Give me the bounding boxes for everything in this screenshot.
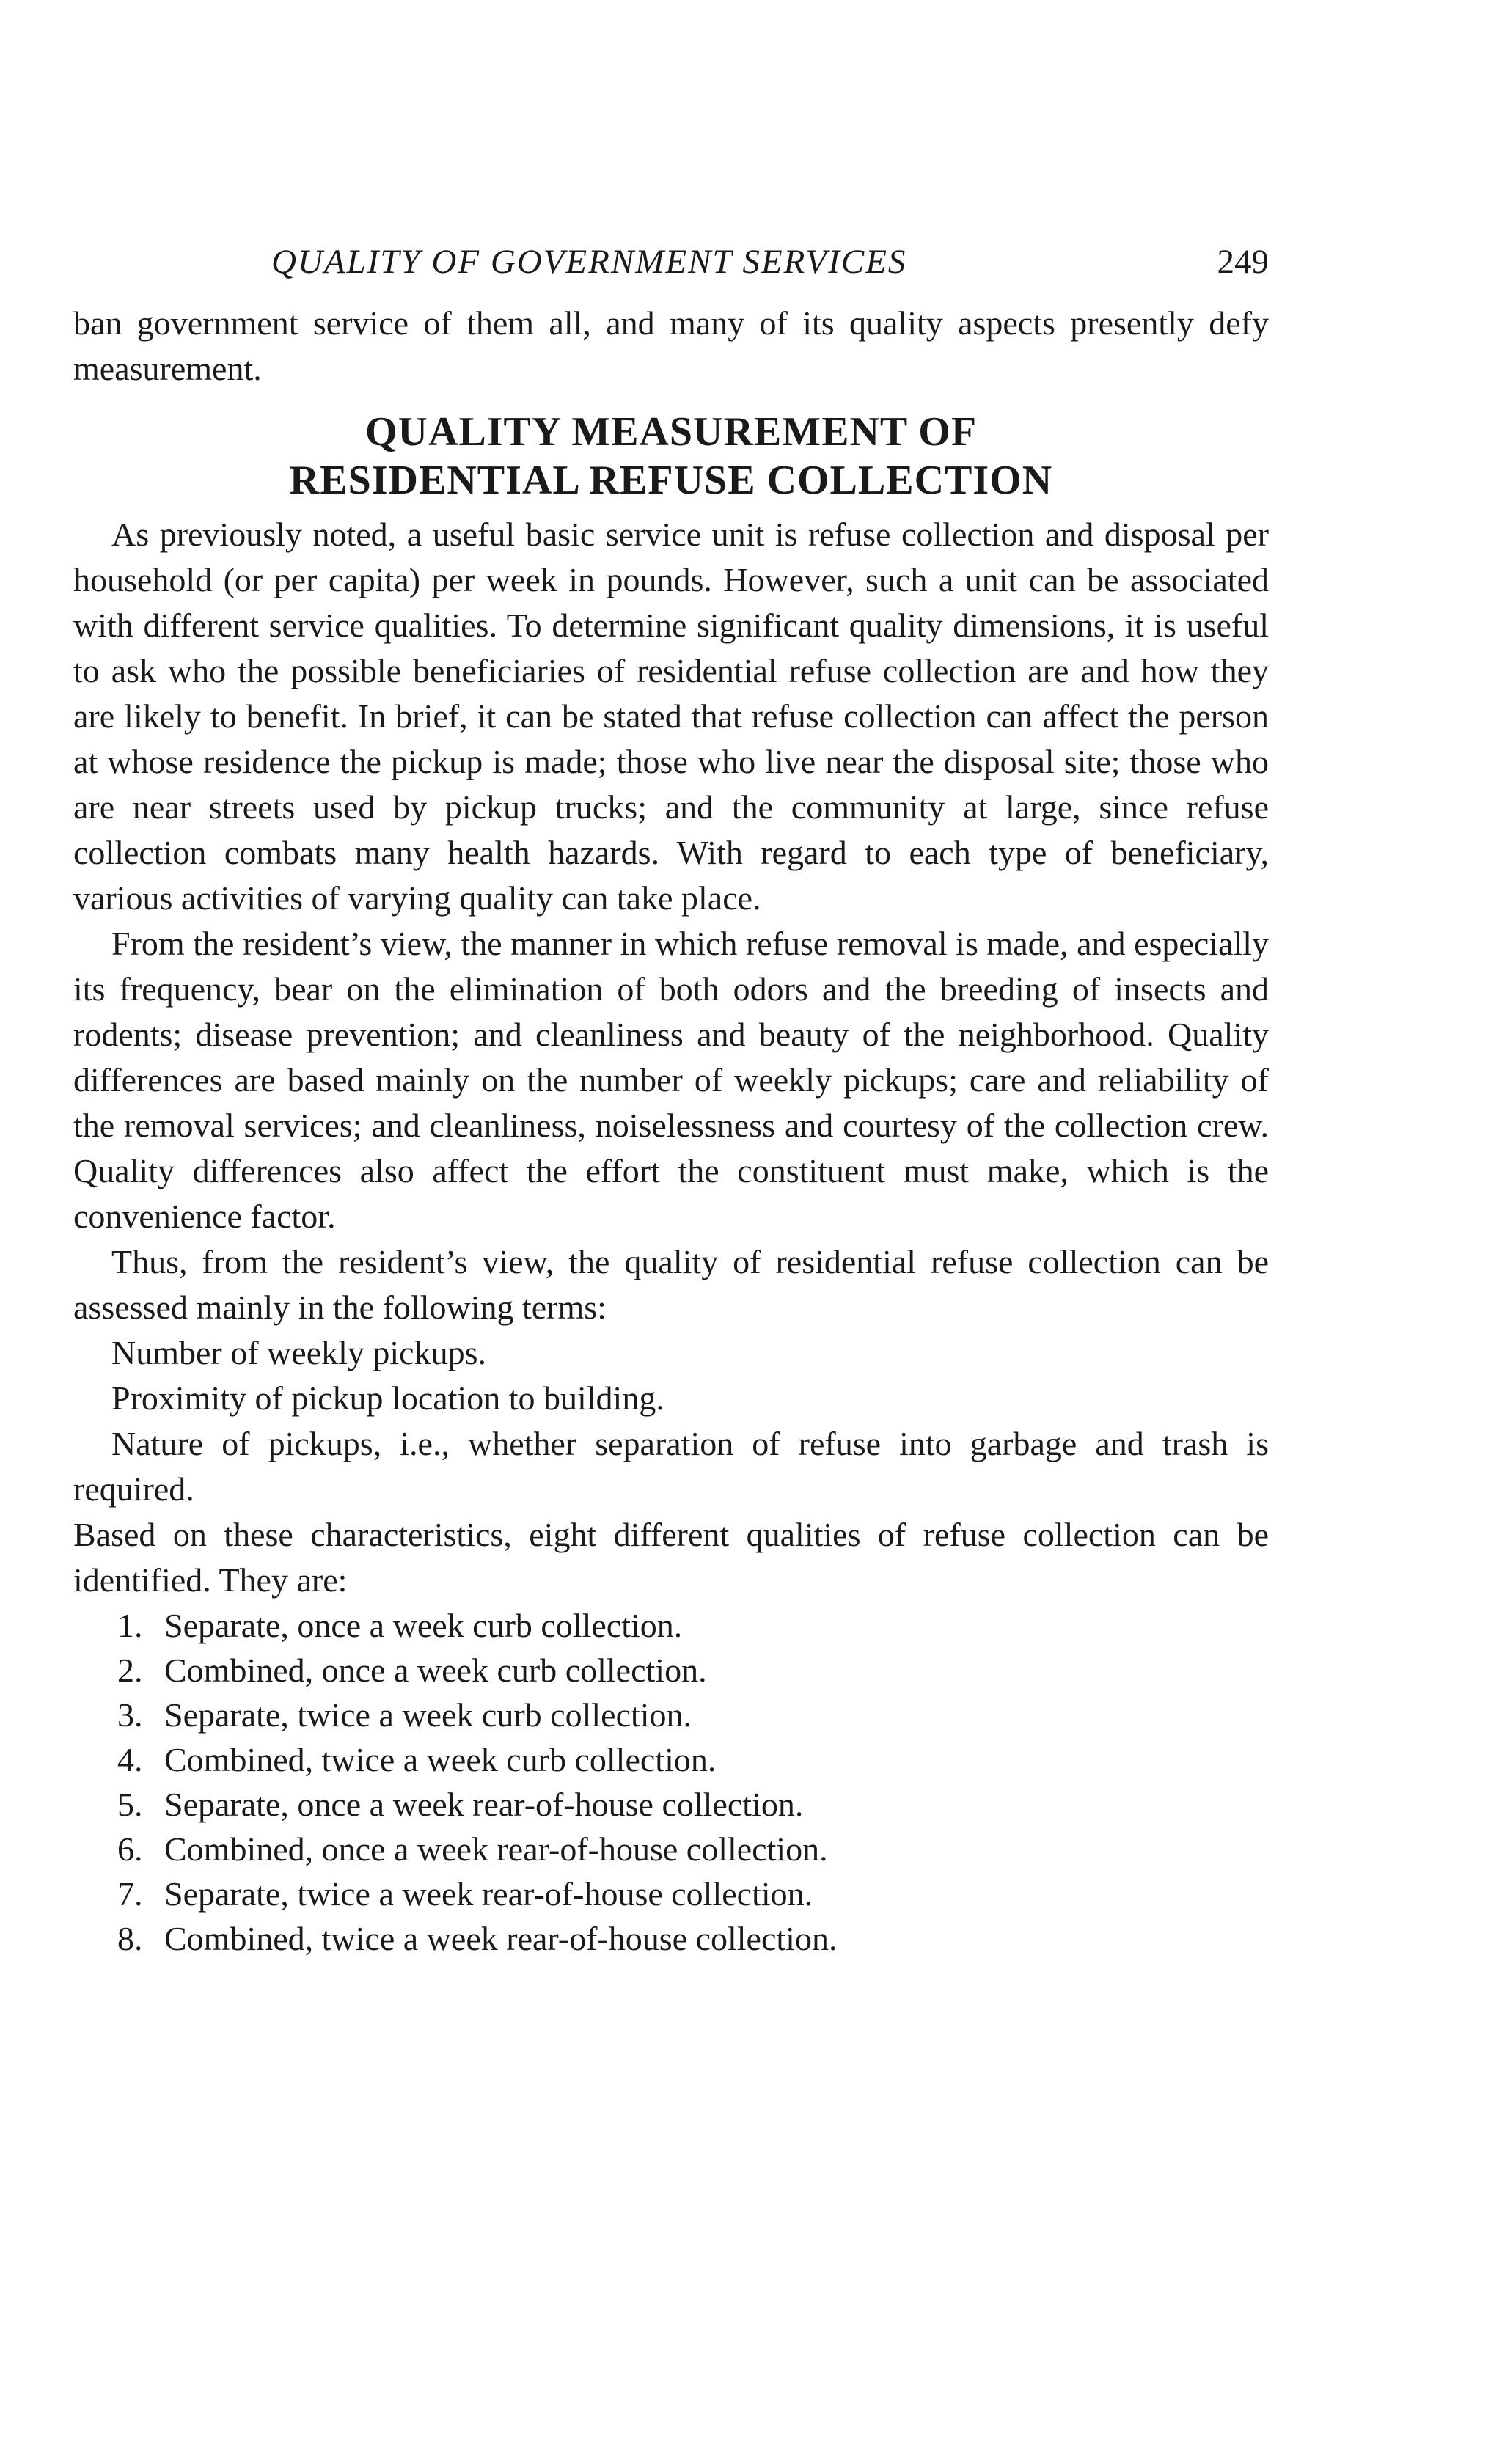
section-heading [73,408,1269,505]
quality-item [117,1782,1269,1827]
quality-number: 3. [117,1696,143,1734]
quality-item [117,1871,1269,1916]
page-number: 249 [1217,243,1269,281]
opening-paragraph: ban government service of them all, and many of its quality aspects presently defy measurement. [73,304,1269,387]
quality-text: Separate, once a week rear-of-house collection. [164,1786,804,1823]
paragraph-residents-view: From the resident’s view, the manner in which refuse removal is made, and especially its frequency, bear on the elimination of both odors and the breeding of insects and rodents; disease prevention; and cleanliness and beauty of the neighborhood. Quality differences are based mainly on the number of weekly pickups; care and reliability of the removal services; and cleanliness, noiselessness and courtesy of the collection crew. Quality differences also affect the effort the constituent must make, which is the convenience factor. [73,925,1269,1235]
quality-text: Separate, once a week curb collection. [164,1607,683,1644]
quality-text: Separate, twice a week curb collection. [164,1696,692,1734]
term-item: Nature of pickups, i.e., whether separation of refuse into garbage and trash is required. [73,1425,1269,1508]
quality-number: 6. [117,1830,143,1868]
section-heading-line-1: QUALITY MEASUREMENT OF [364,409,978,455]
quality-text: Combined, once a week rear-of-house collection. [164,1830,828,1868]
quality-item [117,1827,1269,1871]
qualities-list [73,1603,1269,1961]
quality-text: Combined, twice a week rear-of-house collection. [164,1920,838,1957]
quality-item [117,1916,1269,1961]
quality-text: Separate, twice a week rear-of-house collection. [164,1875,813,1913]
term-item: Number of weekly pickups. [111,1334,486,1371]
running-title: QUALITY OF GOVERNMENT SERVICES [271,243,907,281]
section-heading-line-2: RESIDENTIAL REFUSE COLLECTION [289,458,1053,503]
paragraph-eight-qualities: Based on these characteristics, eight different qualities of refuse collection can be identified. They are: [73,1516,1269,1599]
quality-number: 8. [117,1920,143,1957]
paragraph-beneficiaries: As previously noted, a useful basic service unit is refuse collection and disposal per household (or per capita) per week in pounds. However, such a unit can be associated with different service qualities. To determine significant quality dimensions, it is useful to ask who the possible beneficiaries of residential refuse collection are and how they are likely to benefit. In brief, it can be stated that refuse collection can affect the person at whose residence the pickup is made; those who live near the disposal site; those who are near streets used by pickup trucks; and the community at large, since refuse collection combats many health hazards. With regard to each type of beneficiary, various activities of varying quality can take place. [73,516,1269,917]
quality-number: 5. [117,1786,143,1823]
term-item: Proximity of pickup location to building. [111,1379,664,1417]
quality-item [117,1693,1269,1737]
quality-number: 4. [117,1741,143,1778]
book-page [73,242,1269,1961]
quality-text: Combined, once a week curb collection. [164,1651,707,1689]
running-head [73,242,1269,301]
quality-number: 1. [117,1607,143,1644]
quality-number: 7. [117,1875,143,1913]
quality-item [117,1648,1269,1693]
quality-number: 2. [117,1651,143,1689]
paragraph-assessment-terms: Thus, from the resident’s view, the quality of residential refuse collection can be assessed mainly in the following terms: [73,1243,1269,1326]
assessment-terms-list [73,1330,1269,1512]
quality-item [117,1603,1269,1648]
quality-item [117,1737,1269,1782]
quality-text: Combined, twice a week curb collection. [164,1741,717,1778]
